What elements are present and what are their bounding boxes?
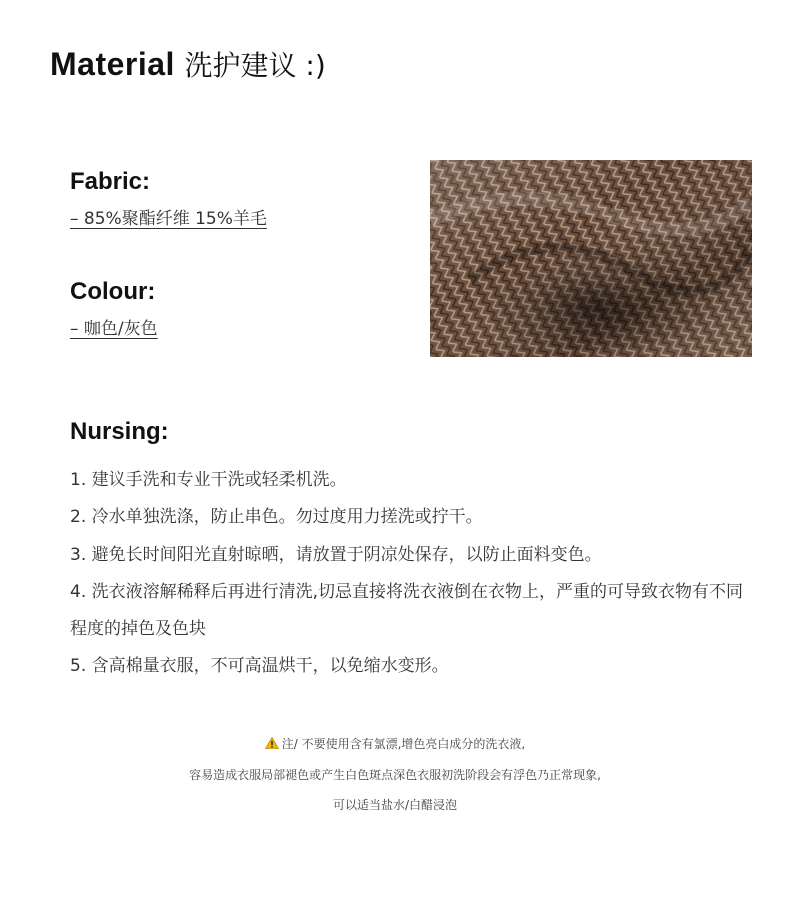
nursing-list bbox=[70, 462, 750, 686]
warning-icon bbox=[265, 737, 279, 749]
fabric-value: – 85%聚酯纤维 15%羊毛 bbox=[70, 209, 267, 229]
nursing-label: Nursing: bbox=[70, 418, 169, 445]
list-item: 3. 避免长时间阳光直射晾晒，请放置于阴凉处保存，以防止面料变色。 bbox=[70, 544, 602, 565]
title-chinese: 洗护建议 :) bbox=[184, 49, 326, 82]
list-item: 1. 建议手洗和专业干洗或轻柔机洗。 bbox=[70, 470, 347, 490]
notice-text-1: 注/ 不要使用含有氯漂,增色亮白成分的洗衣液, bbox=[281, 737, 526, 751]
fabric-swatch-image bbox=[430, 160, 752, 357]
colour-label: Colour: bbox=[70, 278, 156, 305]
title-english: Material bbox=[50, 46, 175, 82]
notice-line-2: 容易造成衣服局部褪色或产生白色斑点深色衣服初洗阶段会有浮色乃正常现象, bbox=[189, 768, 601, 782]
list-item: 2. 冷水单独洗涤，防止串色。勿过度用力搓洗或拧干。 bbox=[70, 507, 483, 528]
fabric-label: Fabric: bbox=[70, 168, 151, 195]
list-item: 4. 洗衣液溶解稀释后再进行清洗,切忌直接将洗衣液倒在衣物上，严重的可导致衣物有不同程度的掉色及色块 bbox=[70, 581, 744, 640]
notice-line-3: 可以适当盐水/白醋浸泡 bbox=[332, 798, 458, 812]
colour-value: – 咖色/灰色 bbox=[70, 319, 158, 339]
list-item: 5. 含高棉量衣服，不可高温烘干，以免缩水变形。 bbox=[70, 656, 449, 677]
notice-line-1 bbox=[0, 735, 790, 752]
page-title bbox=[50, 44, 326, 84]
